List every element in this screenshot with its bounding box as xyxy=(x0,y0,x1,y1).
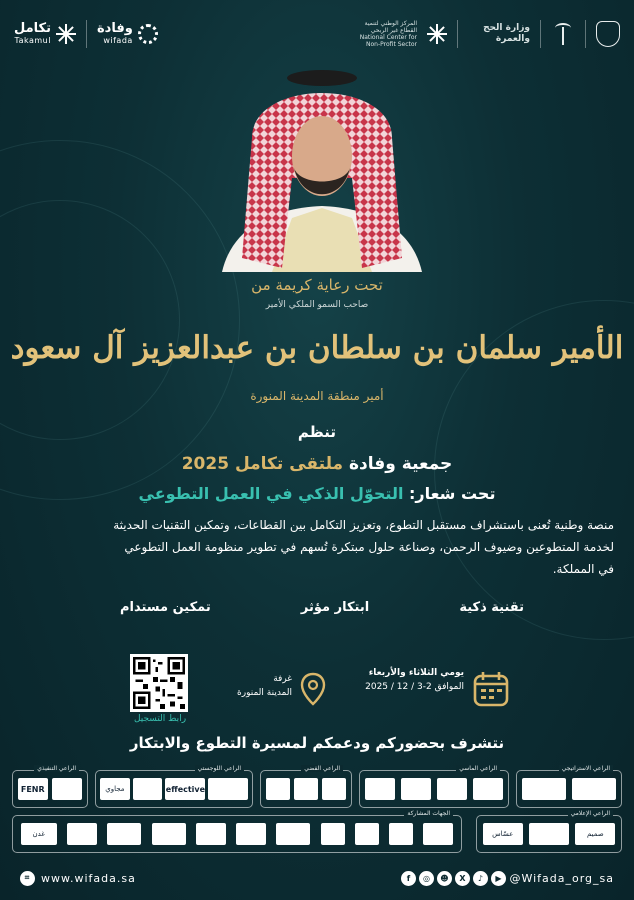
partner-logo xyxy=(389,823,413,845)
logistic-sponsor: الراعي اللوجستي effective مجاوي xyxy=(95,770,253,808)
partner-logo xyxy=(321,823,345,845)
social-handle[interactable]: @Wifada_org_sa xyxy=(509,871,614,885)
venue: غرفة المدينة المنورة xyxy=(237,674,292,698)
website-link[interactable]: ⌗ www.wifada.sa xyxy=(20,871,136,886)
honored-message: نتشرف بحضوركم ودعمكم لمسيرة التطوع والابتكار xyxy=(129,734,505,752)
sponsors-section xyxy=(12,765,622,860)
footer xyxy=(20,866,614,890)
prince-title: أمير منطقة المدينة المنورة xyxy=(250,389,384,403)
ncnp-star-icon xyxy=(427,24,447,44)
sponsors-row-1 xyxy=(12,765,622,808)
facebook-icon[interactable]: f xyxy=(401,871,416,886)
event-description: منصة وطنية تُعنى باستشراف مستقبل التطوع، وتعزيز التكامل بين القطاعات، وتمكين التقنيات الحديثة لخدمة المتطوعين وضيوف الرحمن، وصناعة حلول مبتكرة تُسهم في تطوير منظومة العمل التطوعي في المملكة. xyxy=(113,518,614,576)
partner-logo xyxy=(196,823,226,845)
sponsor-logo-mejawi: مجاوي xyxy=(100,778,130,800)
palm-swords-icon xyxy=(551,21,575,47)
calendar-icon xyxy=(472,670,510,708)
executive-sponsor: الراعي التنفيذي FENR xyxy=(12,770,88,808)
wifada-logo: وفادة wifada xyxy=(97,19,158,49)
wifada-flower-icon xyxy=(138,24,158,44)
emirate-emblem-icon xyxy=(596,21,620,47)
pillar-smart-tech: تقنية ذكية xyxy=(459,600,524,615)
sponsor-logo xyxy=(572,778,616,800)
sponsor-logo-effective: effective xyxy=(165,778,205,800)
registration-qr-code[interactable] xyxy=(130,654,188,712)
sponsor-logo xyxy=(522,778,566,800)
location-pin-icon xyxy=(298,672,328,706)
snapchat-icon[interactable]: ☻ xyxy=(437,871,452,886)
right-logos xyxy=(355,20,620,49)
silver-sponsor: الراعي الفضي xyxy=(260,770,352,808)
partner-logo xyxy=(355,823,379,845)
partner-logo xyxy=(423,823,453,845)
participating-entities: الجهات المشاركة غدن xyxy=(12,815,462,853)
website-icon: ⌗ xyxy=(20,871,35,886)
pillar-innovation: ابتكار مؤثر xyxy=(300,600,370,615)
divider xyxy=(540,20,541,48)
event-title: جمعية وفادة ملتقى تكامل 2025 xyxy=(181,454,453,474)
partner-logo xyxy=(276,823,310,845)
sponsor-logo-assas: عسّاس xyxy=(483,823,523,845)
pillars-row xyxy=(120,600,524,615)
sponsor-logo xyxy=(266,778,290,800)
sponsor-logo xyxy=(294,778,318,800)
sponsor-logo xyxy=(529,823,569,845)
sponsor-logo xyxy=(322,778,346,800)
event-dates: يومي الثلاثاء والأربعاء الموافق 2-3 / 12 / 2025 xyxy=(365,668,464,692)
tiktok-icon[interactable]: ♪ xyxy=(473,871,488,886)
pillar-sustainable: تمكين مستدام xyxy=(120,600,211,615)
social-links xyxy=(401,871,614,886)
sponsor-logo xyxy=(365,778,395,800)
prince-portrait xyxy=(212,58,432,272)
takamul-star-icon xyxy=(56,24,76,44)
strategic-sponsor: الراعي الاستراتيجي xyxy=(516,770,622,808)
diamond-sponsor: الراعي الماسي xyxy=(359,770,509,808)
registration-link-label[interactable]: رابط التسجيل xyxy=(133,714,187,724)
partner-logo xyxy=(107,823,141,845)
sponsor-logo xyxy=(52,778,82,800)
takamul-logo: تكامل Takamul xyxy=(14,19,76,49)
media-sponsor: الراعي الإعلامي صميم عسّاس xyxy=(476,815,622,853)
ncnp-logo: المركز الوطني لتنمية القطاع غير الربحي National Center for Non-Profit Sector xyxy=(359,19,417,49)
left-logos xyxy=(14,19,158,49)
sponsor-logo xyxy=(473,778,503,800)
patronage-heading: تحت رعاية كريمة من xyxy=(251,276,383,294)
sponsor-logo xyxy=(133,778,163,800)
partner-logo xyxy=(67,823,97,845)
organizes-heading: تنظم xyxy=(297,423,337,441)
sponsor-logo xyxy=(437,778,467,800)
sponsors-row-2 xyxy=(12,810,622,853)
instagram-icon[interactable]: ◎ xyxy=(419,871,434,886)
partner-logo-ghadan: غدن xyxy=(21,823,57,845)
sponsor-logo xyxy=(208,778,248,800)
sponsor-logo xyxy=(401,778,431,800)
partner-logo xyxy=(152,823,186,845)
divider xyxy=(585,20,586,48)
youtube-icon[interactable]: ▶ xyxy=(491,871,506,886)
his-highness-label: صاحب السمو الملكي الأمير xyxy=(265,300,369,310)
top-logos-bar xyxy=(14,14,620,54)
event-info-row xyxy=(0,654,634,728)
divider xyxy=(86,20,87,48)
divider xyxy=(457,20,458,48)
x-icon[interactable]: X xyxy=(455,871,470,886)
prince-name: الأمير سلمان بن سلطان بن عبدالعزيز آل سعود xyxy=(10,330,624,366)
sponsor-logo-fenr: FENR xyxy=(18,778,48,800)
event-slogan: تحت شعار: التحوّل الذكي في العمل التطوعي xyxy=(138,484,496,503)
hajj-ministry-logo: وزارة الحج والعمرة xyxy=(483,23,530,44)
partner-logo xyxy=(236,823,266,845)
sponsor-logo-sameem: صميم xyxy=(575,823,615,845)
